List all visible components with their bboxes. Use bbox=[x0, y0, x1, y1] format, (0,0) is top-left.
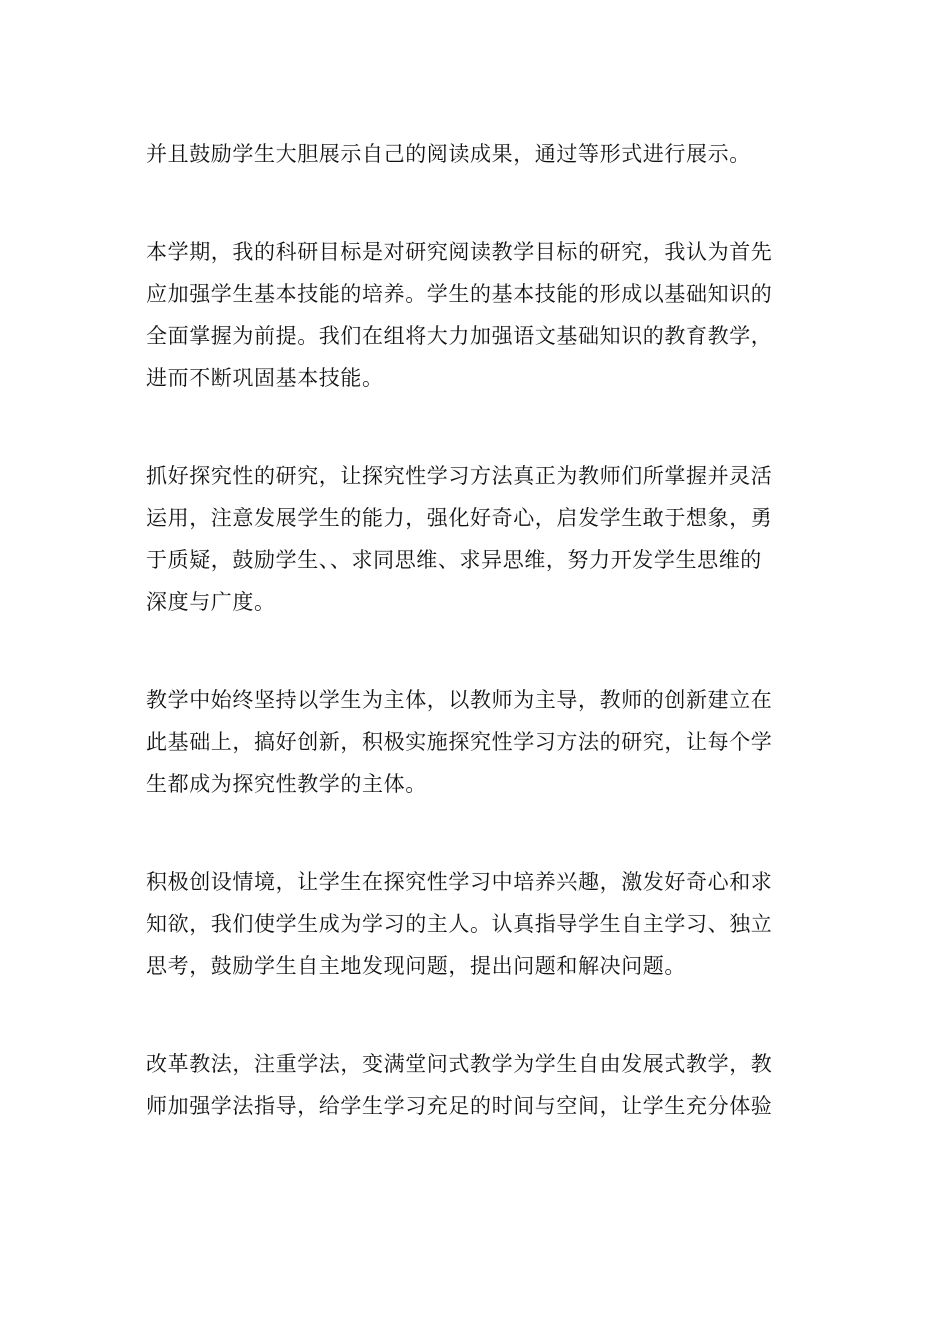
text-line: 知欲，我们使学生成为学习的主人。认真指导学生自主学习、独立 bbox=[146, 912, 773, 936]
text-line: 全面掌握为前提。我们在组将大力加强语文基础知识的教育教学， bbox=[146, 324, 773, 348]
text-line: 本学期，我的科研目标是对研究阅读教学目标的研究，我认为首先 bbox=[146, 240, 773, 264]
text-line: 抓好探究性的研究，让探究性学习方法真正为教师们所掌握并灵活 bbox=[146, 464, 773, 488]
text-line: 此基础上，搞好创新，积极实施探究性学习方法的研究，让每个学 bbox=[146, 730, 773, 754]
paragraph-1 bbox=[146, 133, 808, 175]
document-body bbox=[146, 133, 808, 1127]
text-line: 师加强学法指导，给学生学习充足的时间与空间，让学生充分体验 bbox=[146, 1094, 773, 1118]
paragraph-4 bbox=[146, 679, 808, 805]
text-line: 应加强学生基本技能的培养。学生的基本技能的形成以基础知识的 bbox=[146, 282, 773, 306]
text-line: 于质疑，鼓励学生、、求同思维、求异思维，努力开发学生思维的 bbox=[146, 548, 762, 572]
text-line: 思考，鼓励学生自主地发现问题，提出问题和解决问题。 bbox=[146, 954, 686, 978]
text-line: 深度与广度。 bbox=[146, 590, 276, 614]
text-line: 积极创设情境，让学生在探究性学习中培养兴趣，激发好奇心和求 bbox=[146, 870, 773, 894]
paragraph-2 bbox=[146, 231, 808, 399]
paragraph-6 bbox=[146, 1043, 808, 1127]
text-line: 并且鼓励学生大胆展示自己的阅读成果，通过等形式进行展示。 bbox=[146, 142, 751, 166]
text-line: 运用，注意发展学生的能力，强化好奇心，启发学生敢于想象，勇 bbox=[146, 506, 773, 530]
text-line: 生都成为探究性教学的主体。 bbox=[146, 772, 427, 796]
text-line: 改革教法，注重学法，变满堂问式教学为学生自由发展式教学，教 bbox=[146, 1052, 773, 1076]
text-line: 进而不断巩固基本技能。 bbox=[146, 366, 384, 390]
paragraph-3 bbox=[146, 455, 808, 623]
text-line: 教学中始终坚持以学生为主体，以教师为主导，教师的创新建立在 bbox=[146, 688, 773, 712]
paragraph-5 bbox=[146, 861, 808, 987]
